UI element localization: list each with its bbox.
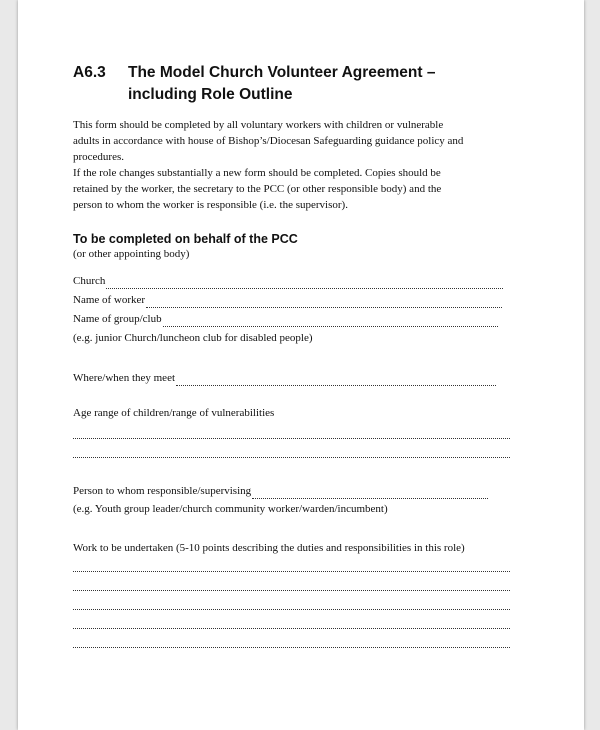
age-range-input-line-1[interactable] xyxy=(73,437,510,439)
work-input-line-5[interactable] xyxy=(73,646,510,648)
group-name-field[interactable] xyxy=(73,311,513,327)
work-input-line-1[interactable] xyxy=(73,570,510,572)
intro-paragraph-2 xyxy=(73,165,513,213)
work-undertaken-label: Work to be undertaken (5-10 points describing the duties and responsibilities in this role) xyxy=(73,542,465,554)
section-number: A6.3 xyxy=(73,64,106,81)
section-title: To be completed on behalf of the PCC xyxy=(73,232,298,246)
age-range-label: Age range of children/range of vulnerabilities xyxy=(73,407,275,419)
title-line-2: including Role Outline xyxy=(128,86,293,103)
person-example-note: (e.g. Youth group leader/church community worker/warden/incumbent) xyxy=(73,503,388,515)
intro-p1-line-3: procedures. xyxy=(73,151,125,163)
intro-p2-line-1: If the role changes substantially a new form should be completed. Copies should be xyxy=(73,167,441,179)
title-line-1: The Model Church Volunteer Agreement – xyxy=(128,64,436,81)
work-input-line-3[interactable] xyxy=(73,608,510,610)
church-label: Church xyxy=(73,275,106,287)
intro-p1-line-2: adults in accordance with house of Bishop’s/Diocesan Safeguarding guidance policy and xyxy=(73,135,464,147)
intro-p2-line-3: person to whom the worker is responsible (i.e. the supervisor). xyxy=(73,199,348,211)
worker-name-field[interactable] xyxy=(73,292,513,308)
work-input-line-2[interactable] xyxy=(73,589,510,591)
church-field[interactable] xyxy=(73,273,513,289)
intro-p2-line-2: retained by the worker, the secretary to the PCC (or other responsible body) and the xyxy=(73,183,442,195)
age-range-input-line-2[interactable] xyxy=(73,456,510,458)
worker-name-input-line[interactable] xyxy=(146,295,502,308)
intro-paragraph-1 xyxy=(73,117,513,165)
person-responsible-label: Person to whom responsible/supervising xyxy=(73,485,252,497)
work-input-line-4[interactable] xyxy=(73,627,510,629)
where-when-field[interactable] xyxy=(73,370,513,386)
document-page xyxy=(18,0,584,730)
document-title xyxy=(128,62,528,106)
worker-name-label: Name of worker xyxy=(73,294,146,306)
person-responsible-field[interactable] xyxy=(73,483,513,499)
church-input-line[interactable] xyxy=(106,276,503,289)
intro-p1-line-1: This form should be completed by all voluntary workers with children or vulnerable xyxy=(73,119,444,131)
group-example-note: (e.g. junior Church/luncheon club for disabled people) xyxy=(73,332,313,344)
section-subtitle: (or other appointing body) xyxy=(73,248,190,260)
group-name-label: Name of group/club xyxy=(73,313,162,325)
group-name-input-line[interactable] xyxy=(163,314,498,327)
person-responsible-input-line[interactable] xyxy=(252,486,488,499)
where-when-label: Where/when they meet xyxy=(73,372,176,384)
where-when-input-line[interactable] xyxy=(176,373,496,386)
